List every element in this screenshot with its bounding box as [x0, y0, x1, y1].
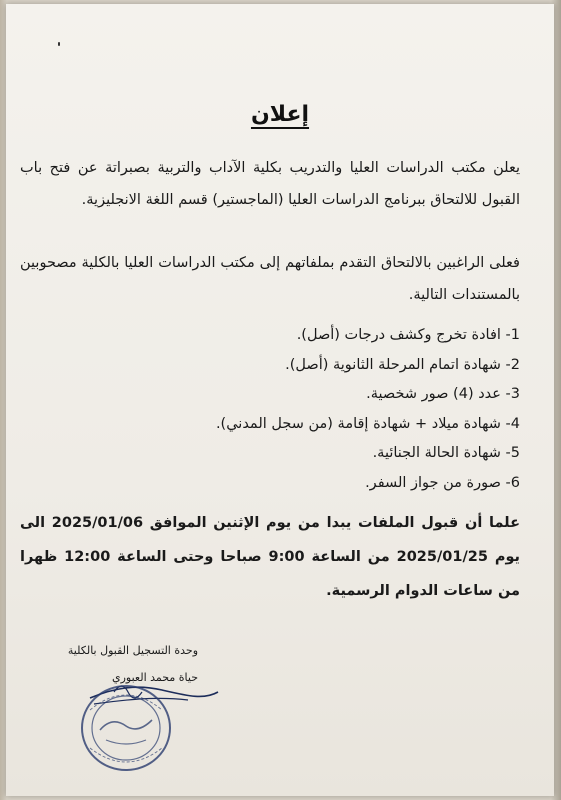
intro-paragraph: يعلن مكتب الدراسات العليا والتدريب بكلية الآداب والتربية بصبراتة عن فتح باب القبول للالتحاق ببرنامج الدراسات العليا (الماجستير) قسم اللغة الانجليزية. — [20, 160, 520, 208]
requirement-item: 5- شهادة الحالة الجنائية. — [372, 445, 520, 461]
ink-mark — [58, 42, 60, 46]
official-stamp — [76, 680, 176, 776]
announcement-heading: إعلان — [250, 102, 310, 127]
announcement-sheet — [6, 4, 554, 796]
requirement-item: 1- افادة تخرج وكشف درجات (أصل). — [296, 327, 520, 343]
requirement-item: 4- شهادة ميلاد + شهادة إقامة (من سجل المدني). — [215, 415, 520, 432]
call-paragraph: فعلى الراغبين بالالتحاق التقدم بملفاتهم إلى مكتب الدراسات العليا بالكلية مصحوبين بالمستندات التالية. — [20, 255, 520, 303]
requirement-item: 2- شهادة اتمام المرحلة الثانوية (أصل). — [285, 356, 520, 373]
requirement-item: 3- عدد (4) صور شخصية. — [366, 386, 520, 402]
requirement-item: 6- صورة من جواز السفر. — [365, 474, 520, 491]
requirements-list — [20, 321, 520, 498]
schedule-paragraph: علما أن قبول الملفات يبدا من يوم الإثنين الموافق 2025/01/06 الى يوم 2025/01/25 من الساعة 9:00 صباحا وحتى الساعة 12:00 ظهرا من ساعات الدوام الرسمية. — [20, 515, 520, 599]
signer-name: حياة محمد العبوري — [112, 671, 198, 684]
office-unit-label: وحدة التسجيل القبول بالكلية — [67, 644, 198, 657]
